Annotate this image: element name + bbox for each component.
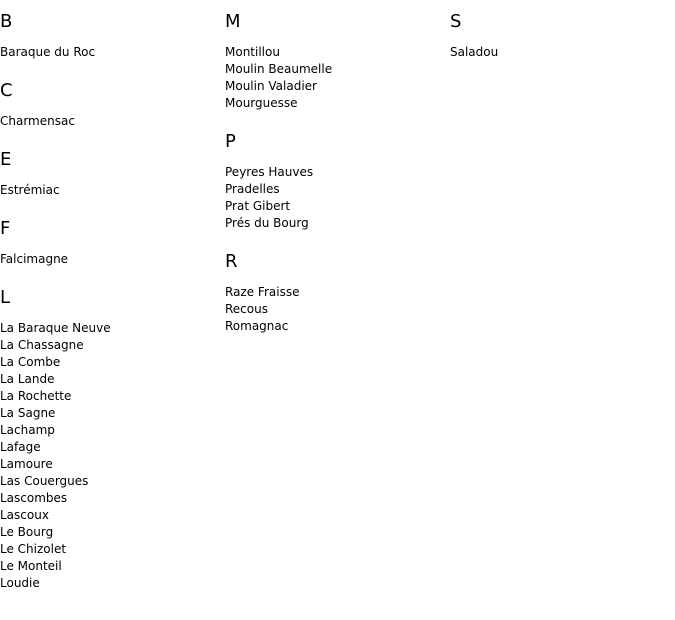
place-link[interactable]: Las Couergues [0, 474, 89, 488]
letter-group-p [225, 130, 445, 232]
place-link[interactable]: Le Chizolet [0, 542, 67, 556]
place-link[interactable]: Lamoure [0, 457, 53, 471]
place-link[interactable]: Estrémiac [0, 183, 60, 197]
place-link[interactable]: La Rochette [0, 389, 72, 403]
letter-heading-f: F [0, 218, 11, 239]
index-column-2 [225, 10, 445, 353]
place-link[interactable]: Lafage [0, 440, 41, 454]
place-link[interactable]: Romagnac [225, 319, 289, 333]
place-link[interactable]: Raze Fraisse [225, 285, 300, 299]
index-column-1 [0, 10, 220, 610]
place-list [0, 320, 220, 592]
place-link[interactable]: Recous [225, 302, 268, 316]
place-link[interactable]: La Baraque Neuve [0, 321, 111, 335]
place-link[interactable]: La Sagne [0, 406, 56, 420]
place-link[interactable]: Lascoux [0, 508, 49, 522]
place-link[interactable]: Montillou [225, 45, 280, 59]
letter-group-s [450, 10, 670, 61]
place-list [450, 44, 670, 61]
letter-heading-p: P [225, 131, 236, 152]
place-list [0, 251, 220, 268]
letter-group-m [225, 10, 445, 112]
letter-group-e [0, 148, 220, 199]
place-link[interactable]: Loudie [0, 576, 40, 590]
place-link[interactable]: Falcimagne [0, 252, 69, 266]
place-link[interactable]: Moulin Beaumelle [225, 62, 333, 76]
letter-heading-m: M [225, 11, 241, 32]
place-link[interactable]: Saladou [450, 45, 499, 59]
letter-heading-e: E [0, 149, 12, 170]
letter-group-b [0, 10, 220, 61]
place-link[interactable]: La Combe [0, 355, 61, 369]
place-link[interactable]: La Lande [0, 372, 55, 386]
place-link[interactable]: Le Monteil [0, 559, 62, 573]
place-list [0, 113, 220, 130]
place-link[interactable]: Lachamp [0, 423, 55, 437]
place-link[interactable]: Lascombes [0, 491, 68, 505]
place-list [225, 164, 445, 232]
place-list [0, 44, 220, 61]
place-link[interactable]: Mourguesse [225, 96, 298, 110]
place-link[interactable]: Peyres Hauves [225, 165, 314, 179]
letter-group-c [0, 79, 220, 130]
place-link[interactable]: Moulin Valadier [225, 79, 317, 93]
place-link[interactable]: Charmensac [0, 114, 75, 128]
letter-heading-b: B [0, 11, 13, 32]
place-list [0, 182, 220, 199]
place-link[interactable]: La Chassagne [0, 338, 84, 352]
letter-heading-s: S [450, 11, 462, 32]
place-link[interactable]: Prés du Bourg [225, 216, 309, 230]
place-link[interactable]: Prat Gibert [225, 199, 291, 213]
letter-heading-l: L [0, 287, 11, 308]
letter-group-l [0, 286, 220, 592]
index-column-3 [450, 10, 670, 79]
place-link[interactable]: Baraque du Roc [0, 45, 96, 59]
place-list [225, 44, 445, 112]
place-list [225, 284, 445, 335]
letter-group-r [225, 250, 445, 335]
place-link[interactable]: Pradelles [225, 182, 280, 196]
place-link[interactable]: Le Bourg [0, 525, 54, 539]
letter-group-f [0, 217, 220, 268]
letter-heading-c: C [0, 80, 13, 101]
letter-heading-r: R [225, 251, 238, 272]
